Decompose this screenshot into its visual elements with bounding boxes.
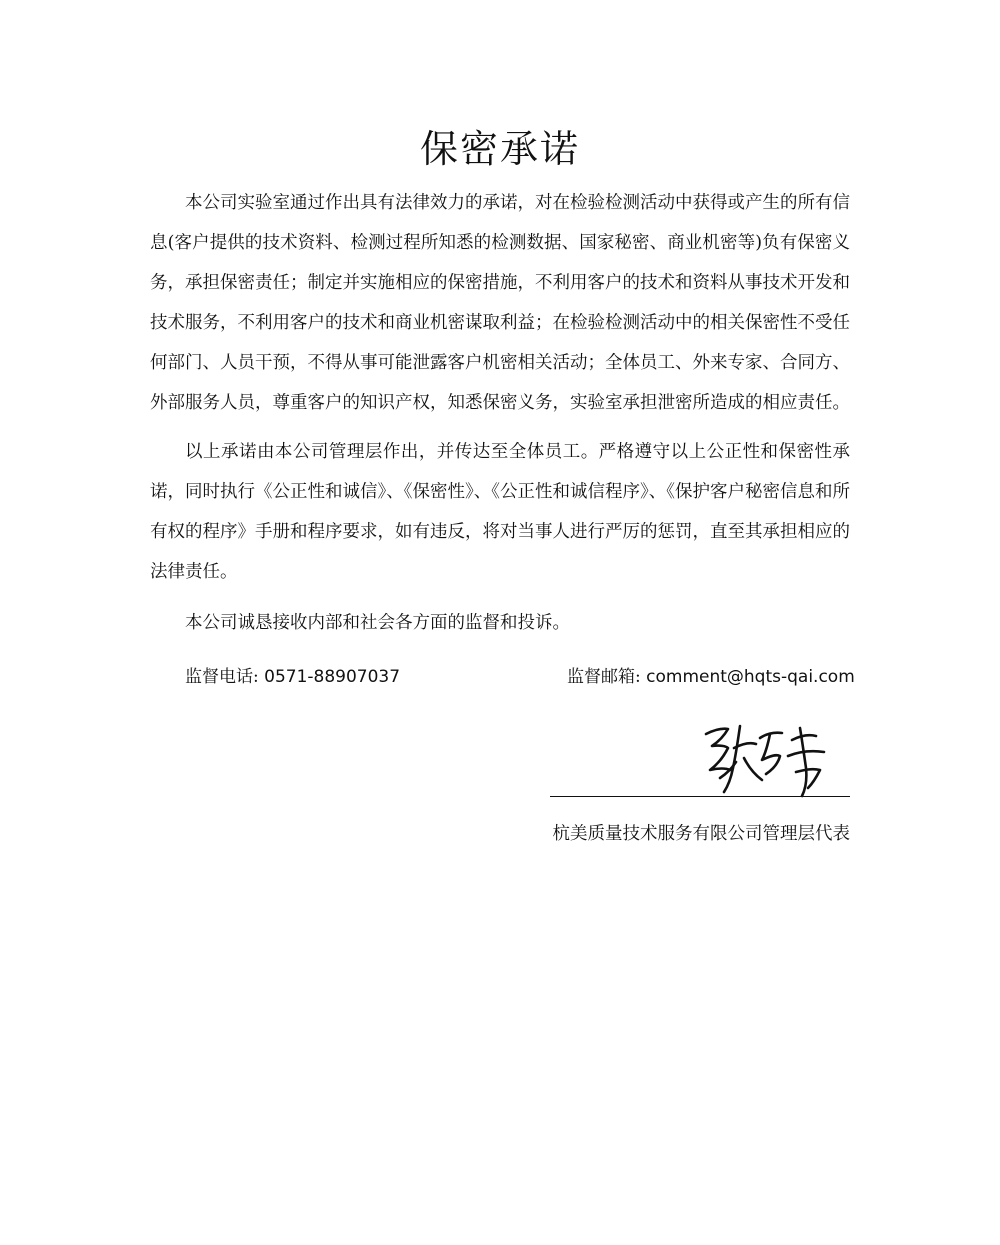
supervision-phone [185, 663, 400, 691]
signature-line [550, 796, 850, 797]
phone-label: 监督电话: [185, 667, 265, 687]
paragraph-confidentiality-commitment: 本公司实验室通过作出具有法律效力的承诺，对在检验检测活动中获得或产生的所有信息(客户提供的技术资料、检测过程所知悉的检测数据、国家秘密、商业机密等)负有保密义务，承担保密责任；制定并实施相应的保密措施，不利用客户的技术和资料从事技术开发和技术服务，不利用客户的技术和商业机密谋取利益；在检验检测活动中的相关保密性不受任何部门、人员干预，不得从事可能泄露客户机密相关活动；全体员工、外来专家、合同方、外部服务人员，尊重客户的知识产权，知悉保密义务，实验室承担泄密所造成的相应责任。 [150, 193, 850, 413]
supervision-email [567, 663, 855, 691]
document-title: 保密承诺 [419, 127, 580, 171]
email-address: comment@hqts-qai.com [646, 667, 855, 687]
representative-caption: 杭美质量技术服务有限公司管理层代表 [552, 824, 850, 844]
paragraph-supervision: 本公司诚恳接收内部和社会各方面的监督和投诉。 [185, 613, 570, 633]
handwritten-signature [700, 718, 840, 803]
paragraph-management-commitment: 以上承诺由本公司管理层作出，并传达至全体员工。严格遵守以上公正性和保密性承诺，同时执行《公正性和诚信》、《保密性》、《公正性和诚信程序》、《保护客户秘密信息和所有权的程序》手册和程序要求，如有违反，将对当事人进行严厉的惩罚，直至其承担相应的法律责任。 [150, 442, 850, 582]
phone-number: 0571-88907037 [264, 667, 401, 687]
email-label: 监督邮箱: [567, 667, 647, 687]
